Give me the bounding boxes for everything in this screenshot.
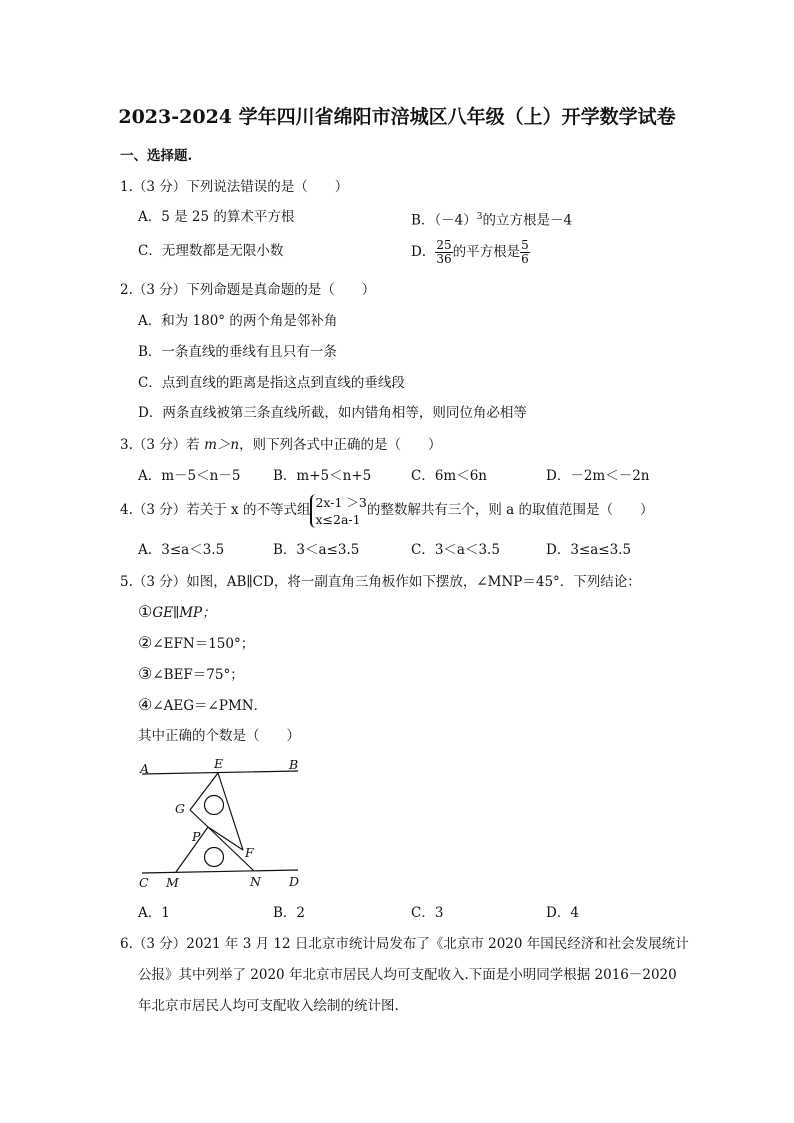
label-b: B	[289, 757, 299, 772]
segment-gp	[190, 810, 208, 827]
q1-option-a: A．5 是 25 的算术平方根	[138, 209, 295, 225]
q1-stem: 1.（3 分）下列说法错误的是（ ）	[120, 179, 349, 195]
q3-option-a: A．m－5＜n－5	[138, 468, 241, 484]
fraction-25-36: $\frac{25}{36}$	[436, 238, 452, 266]
q4-option-d: D．3≤a≤3.5	[546, 542, 632, 558]
q4-option-b: B．3＜a≤3.5	[273, 542, 360, 558]
page-title: 2023-2024 学年四川省绵阳市涪城区八年级（上）开学数学试卷	[118, 106, 676, 128]
section-heading: 一、选择题.	[120, 148, 193, 164]
q2-option-a: A．和为 180° 的两个角是邻补角	[138, 313, 338, 329]
q5-figure	[130, 755, 310, 895]
q2-stem: 2.（3 分）下列命题是真命题的是（ ）	[120, 282, 376, 298]
q5-option-a: A．1	[138, 905, 170, 921]
q2-option-b: B．一条直线的垂线有且只有一条	[138, 344, 337, 360]
label-p: P	[192, 829, 201, 844]
label-c: C	[139, 875, 149, 890]
label-m: M	[166, 875, 179, 890]
q6-line-2: 公报》其中列举了 2020 年北京市居民人均可支配收入.下面是小明同学根据 2016－2020	[138, 967, 677, 983]
q5-conclusion-1: ①GE∥MP；	[138, 602, 216, 621]
q5-option-b: B．2	[273, 905, 306, 921]
label-g: G	[175, 801, 185, 816]
q3-option-d: D．－2m＜－2n	[546, 468, 650, 484]
q4-stem: 4.（3 分）若关于 x 的不等式组 2x-1 ＞3 x≤2a-1 的整数解共有三个，则 a 的取值范围是（ ）	[120, 494, 654, 527]
label-f: F	[245, 845, 254, 860]
label-a: A	[140, 761, 150, 776]
q3-option-c: C．6m＜6n	[411, 468, 488, 484]
q3-stem: 3.（3 分）若 m＞n，则下列各式中正确的是（ ）	[120, 437, 442, 453]
q1-option-c: C．无理数都是无限小数	[138, 243, 284, 259]
q6-line-1: 6.（3 分）2021 年 3 月 12 日北京市统计局发布了《北京市 2020 年国民经济和社会发展统计	[120, 936, 689, 952]
q1-option-b: B．$(-4)^3$的立方根是－4	[411, 212, 573, 229]
q5-option-c: C．3	[411, 905, 444, 921]
line-ab	[142, 771, 298, 774]
segment-pf	[208, 827, 243, 850]
q2-option-d: D．两条直线被第三条直线所截，如内错角相等，则同位角必相等	[138, 405, 527, 421]
label-n: N	[250, 874, 261, 889]
q3-option-b: B．m+5＜n+5	[273, 468, 372, 484]
q5-conclusion-2: ②∠EFN＝150°；	[138, 633, 255, 652]
label-e: E	[214, 756, 224, 771]
line-cd	[142, 870, 298, 873]
inequality-system: 2x-1 ＞3 x≤2a-1	[310, 494, 366, 528]
hole-circle-bottom	[205, 848, 224, 867]
q5-ask: 其中正确的个数是（ ）	[138, 728, 300, 744]
q2-option-c: C．点到直线的距离是指这点到直线的垂线段	[138, 375, 405, 391]
label-d: D	[289, 874, 300, 889]
q5-stem: 5.（3 分）如图，AB∥CD，将一副直角三角板作如下摆放，∠MNP＝45°．下列结论：	[120, 574, 641, 590]
q4-option-c: C．3＜a＜3.5	[411, 542, 500, 558]
fraction-5-6: $\frac{5}{6}$	[521, 238, 529, 266]
q6-line-3: 年北京市居民人均可支配收入绘制的统计图.	[138, 998, 399, 1014]
q1-option-d: D． $\frac{25}{36}$ 的平方根是 $\frac{5}{6}$	[411, 238, 529, 266]
q5-option-d: D．4	[546, 905, 579, 921]
q5-conclusion-3: ③∠BEF＝75°；	[138, 664, 244, 683]
q5-conclusion-4: ④∠AEG＝∠PMN．	[138, 695, 268, 714]
q4-option-a: A．3≤a＜3.5	[138, 542, 225, 558]
segment-ef	[218, 773, 243, 850]
hole-circle-top	[205, 796, 224, 815]
